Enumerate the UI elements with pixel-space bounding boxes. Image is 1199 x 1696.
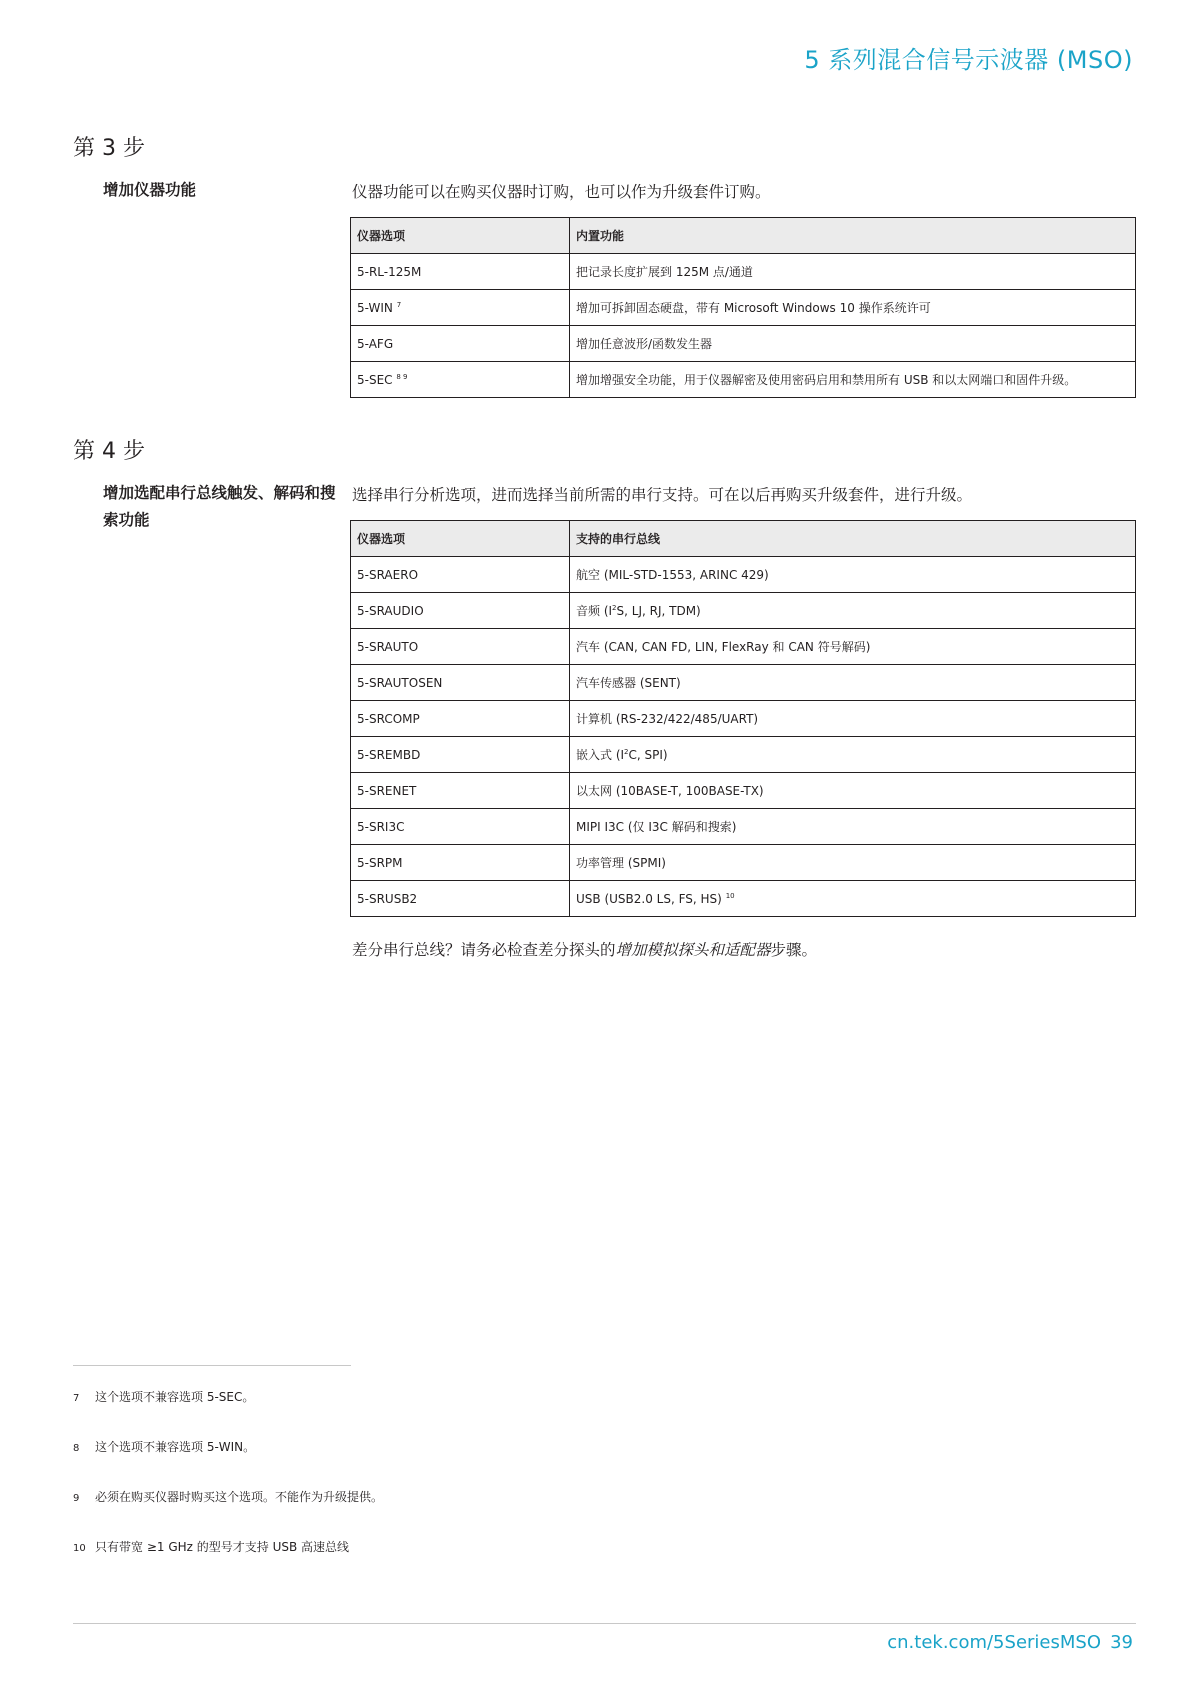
table-row [351, 254, 1136, 290]
feature-cell: 增加可拆卸固态硬盘，带有 Microsoft Windows 10 操作系统许可 [570, 290, 1136, 326]
option-cell: 5-SRAUTOSEN [351, 665, 570, 701]
footnote-9: 9 必须在购买仪器时购买这个选项。不能作为升级提供。 [73, 1490, 384, 1504]
table-row [351, 701, 1136, 737]
table-row [351, 290, 1136, 326]
option-cell: 5-SRAUTO [351, 629, 570, 665]
feature-cell: 增加任意波形/函数发生器 [570, 326, 1136, 362]
serial-bus-cell: 计算机 (RS-232/422/485/UART) [570, 701, 1136, 737]
serial-bus-cell: 汽车传感器 (SENT) [570, 665, 1136, 701]
option-cell: 5-AFG [351, 326, 570, 362]
table-header-row [351, 521, 1136, 557]
serial-bus-cell: MIPI I3C (仅 I3C 解码和搜索) [570, 809, 1136, 845]
page-header-title: 5 系列混合信号示波器 (MSO) [804, 46, 1133, 74]
step3-label: 增加仪器功能 [103, 181, 197, 199]
serial-bus-cell: 功率管理 (SPMI) [570, 845, 1136, 881]
table-row [351, 326, 1136, 362]
option-cell: 5-SRAERO [351, 557, 570, 593]
table-header-row [351, 218, 1136, 254]
option-cell: 5-SRI3C [351, 809, 570, 845]
option-cell: 5-SRPM [351, 845, 570, 881]
feature-cell: 把记录长度扩展到 125M 点/通道 [570, 254, 1136, 290]
serial-bus-cell: 航空 (MIL-STD-1553, ARINC 429) [570, 557, 1136, 593]
table-row [351, 773, 1136, 809]
footnote-10: 10 只有带宽 ≥1 GHz 的型号才支持 USB 高速总线 [73, 1540, 350, 1554]
table-row [351, 362, 1136, 398]
table-row [351, 629, 1136, 665]
footer-website-link[interactable]: cn.tek.com/5SeriesMSO [887, 1632, 1101, 1653]
option-cell: 5-SEC $^{8 9}$ [351, 362, 570, 398]
serial-bus-cell: 音频 ($I^2S$, LJ, RJ, TDM) [570, 593, 1136, 629]
option-cell: 5-SREMBD [351, 737, 570, 773]
column-header-feature: 内置功能 [570, 218, 1136, 254]
column-header-option: 仪器选项 [351, 521, 570, 557]
option-cell: 5-SRUSB2 [351, 881, 570, 917]
page-number: 39 [1110, 1632, 1133, 1653]
table-row [351, 881, 1136, 917]
option-cell: 5-SRCOMP [351, 701, 570, 737]
step3-description: 仪器功能可以在购买仪器时订购，也可以作为升级套件订购。 [352, 183, 771, 201]
footnote-8: 8 这个选项不兼容选项 5-WIN。 [73, 1440, 256, 1454]
footer-divider [73, 1623, 1136, 1624]
table-row [351, 557, 1136, 593]
table-row [351, 593, 1136, 629]
footnote-divider [73, 1365, 351, 1366]
step4-label: 增加选配串行总线触发、解码和搜索功能 [103, 484, 336, 529]
probe-step-reference: 增加模拟探头和适配器 [615, 941, 771, 959]
table-row [351, 809, 1136, 845]
step4-title: 第 4 步 [73, 439, 145, 464]
serial-bus-options-table [350, 520, 1136, 917]
column-header-option: 仪器选项 [351, 218, 570, 254]
footnote-7: 7 这个选项不兼容选项 5-SEC。 [73, 1390, 255, 1404]
serial-bus-cell: 以太网 (10BASE-T, 100BASE-TX) [570, 773, 1136, 809]
column-header-serial-bus: 支持的串行总线 [570, 521, 1136, 557]
step4-description: 选择串行分析选项，进而选择当前所需的串行支持。可在以后再购买升级套件，进行升级。 [352, 486, 973, 504]
serial-bus-cell: 汽车 (CAN, CAN FD, LIN, FlexRay 和 CAN 符号解码) [570, 629, 1136, 665]
option-cell: 5-SRENET [351, 773, 570, 809]
serial-bus-cell: USB (USB2.0 LS, FS, HS) $^{10}$ [570, 881, 1136, 917]
table-row [351, 737, 1136, 773]
feature-cell: 增加增强安全功能，用于仪器解密及使用密码启用和禁用所有 USB 和以太网端口和固件升级。 [570, 362, 1136, 398]
option-cell: 5-WIN $^7$ [351, 290, 570, 326]
option-cell: 5-RL-125M [351, 254, 570, 290]
step3-title: 第 3 步 [73, 136, 145, 161]
option-cell: 5-SRAUDIO [351, 593, 570, 629]
serial-bus-cell: 嵌入式 ($I^2C$, SPI) [570, 737, 1136, 773]
table-row [351, 845, 1136, 881]
differential-bus-note: 差分串行总线？请务必检查差分探头的增加模拟探头和适配器步骤。 [352, 941, 818, 959]
instrument-options-table [350, 217, 1136, 398]
table-row [351, 665, 1136, 701]
